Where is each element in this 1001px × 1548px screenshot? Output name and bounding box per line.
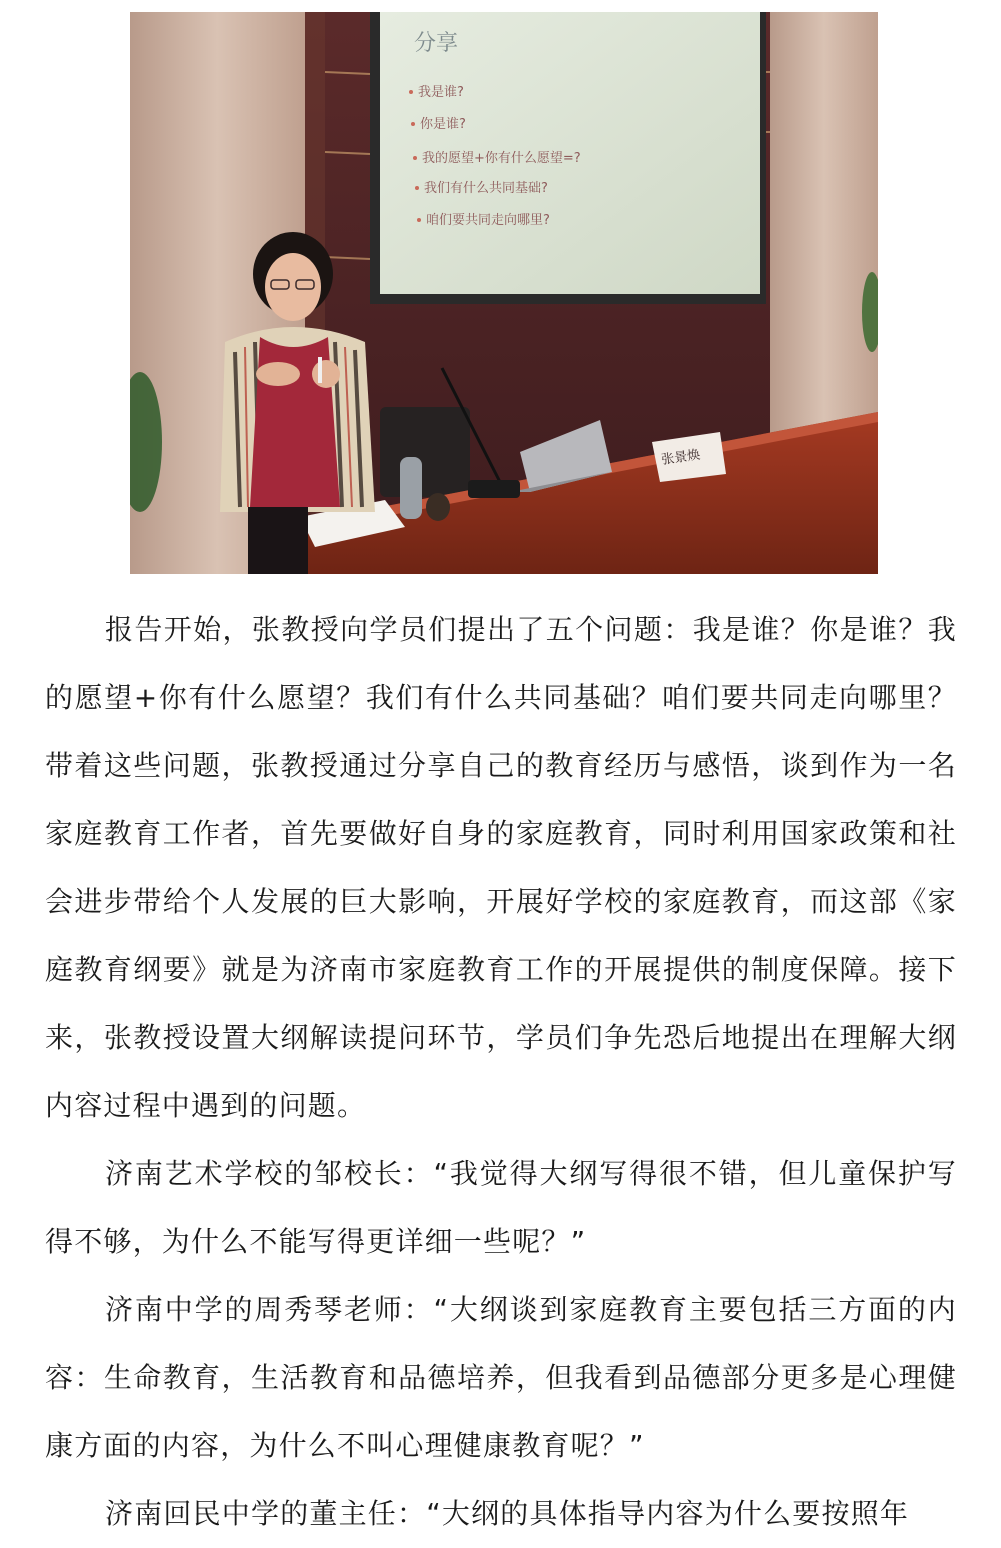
slide-bullet: 你是谁? bbox=[420, 117, 466, 132]
lecture-photo bbox=[130, 12, 878, 574]
water-bottle bbox=[400, 457, 422, 519]
paragraph-zou-question: 济南艺术学校的邹校长：“我觉得大纲写得很不错，但儿童保护写得不够，为什么不能写得更详细一些呢？” bbox=[45, 1157, 957, 1258]
chair bbox=[380, 407, 470, 497]
slide-title: 分享 bbox=[414, 31, 459, 56]
slide-bullet: 我的愿望+你有什么愿望=? bbox=[422, 151, 581, 166]
lecture-photo-illustration bbox=[130, 12, 878, 574]
slide-bullet: 我是谁? bbox=[418, 85, 464, 100]
slide-bullet: 我们有什么共同基础? bbox=[424, 181, 548, 196]
paragraph-dong-question: 济南回民中学的董主任：“大纲的具体指导内容为什么要按照年 bbox=[105, 1497, 910, 1530]
nameplate-text: 张景焕 bbox=[660, 447, 702, 468]
paragraph-zhou-question: 济南中学的周秀琴老师：“大纲谈到家庭教育主要包括三方面的内容：生命教育，生活教育和品德培养，但我看到品德部分更多是心理健康方面的内容，为什么不叫心理健康教育呢？” bbox=[45, 1293, 957, 1462]
slide-bullet: 咱们要共同走向哪里? bbox=[426, 213, 550, 228]
paragraph-report-intro: 报告开始，张教授向学员们提出了五个问题：我是谁？你是谁？我的愿望+你有什么愿望？我们有什么共同基础？咱们要共同走向哪里？带着这些问题，张教授通过分享自己的教育经历与感悟，谈到作为一名家庭教育工作者，首先要做好自身的家庭教育，同时利用国家政策和社会进步带给个人发展的巨大影响，开展好学校的家庭教育，而这部《家庭教育纲要》就是为济南市家庭教育工作的开展提供的制度保障。接下来，张教授设置大纲解读提问环节，学员们争先恐后地提出在理解大纲内容过程中遇到的问题。 bbox=[45, 613, 957, 1122]
article-body bbox=[45, 596, 957, 1548]
